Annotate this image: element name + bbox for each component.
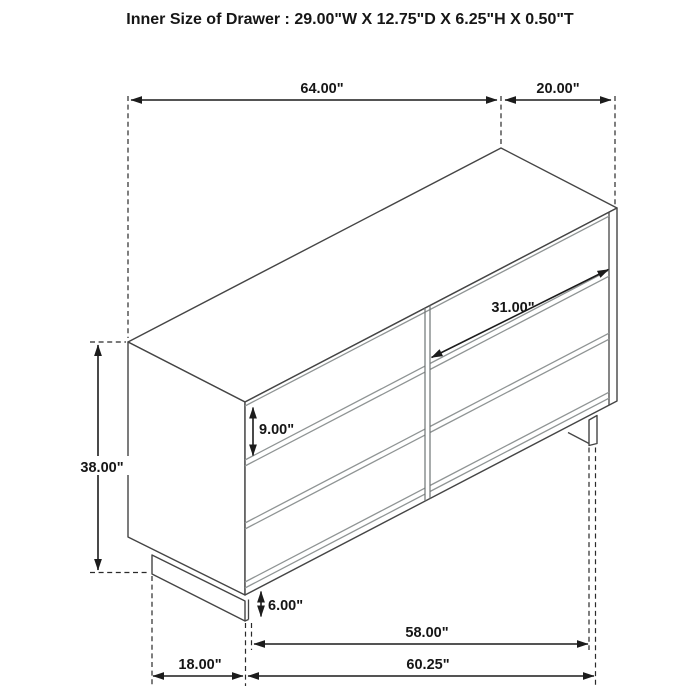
dimension-label: 60.25"	[406, 657, 450, 673]
dim-overall-height	[75, 345, 129, 570]
dim-front-floor-width	[248, 657, 594, 676]
leg-front-face	[589, 416, 597, 446]
leg-bracket-edge	[568, 433, 589, 444]
dimension-label: 58.00"	[405, 625, 449, 641]
dimension-label: 18.00"	[178, 657, 222, 673]
dim-top-depth	[505, 81, 611, 100]
dimension-label: 9.00"	[259, 422, 295, 438]
dimension-label: 38.00"	[80, 460, 124, 476]
dimension-label: 20.00"	[536, 81, 580, 97]
dim-base-span	[254, 625, 588, 644]
dimension-label: 31.00"	[491, 300, 535, 316]
diagram-title: Inner Size of Drawer : 29.00"W X 12.75"D X 6.25"H X 0.50"T	[126, 11, 574, 28]
dim-overall-width	[131, 81, 497, 100]
dresser-drawing	[128, 148, 617, 621]
dim-side-floor-depth	[153, 657, 243, 676]
dim-base-height	[261, 592, 303, 617]
dimension-label: 64.00"	[300, 81, 344, 97]
dimension-label: 6.00"	[268, 598, 304, 614]
